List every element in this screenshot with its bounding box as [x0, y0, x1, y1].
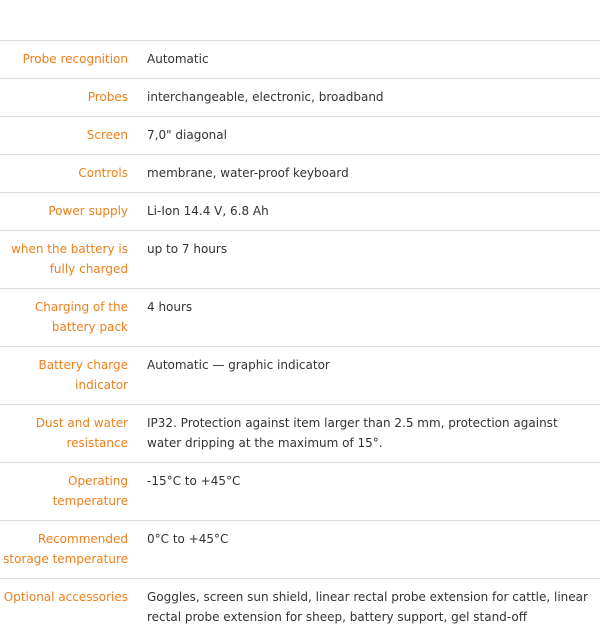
spec-row-probe-recognition	[0, 41, 600, 79]
spec-row-dust-water-resistance	[0, 405, 600, 463]
spec-row-battery-life	[0, 231, 600, 289]
spec-row-charging-time	[0, 289, 600, 347]
spec-value: 4 hours	[128, 289, 600, 347]
spec-row-battery-indicator	[0, 347, 600, 405]
spec-row-probes	[0, 79, 600, 117]
spec-label: Power supply	[0, 193, 128, 231]
spec-label: Probes	[0, 79, 128, 117]
spec-label: Probe recognition	[0, 41, 128, 79]
spec-label: Optional accessories	[0, 579, 128, 636]
spec-row-storage-temperature	[0, 521, 600, 579]
spec-label: Charging of the battery pack	[0, 289, 128, 347]
spec-row-operating-temperature	[0, 463, 600, 521]
spec-row-controls	[0, 155, 600, 193]
spec-value: Automatic — graphic indicator	[128, 347, 600, 405]
spec-row-screen	[0, 117, 600, 155]
spec-label: Operating temperature	[0, 463, 128, 521]
spec-label: when the battery is fully charged	[0, 231, 128, 289]
spec-label: Recommended storage temperature	[0, 521, 128, 579]
spec-label: Dust and water resistance	[0, 405, 128, 463]
spec-value: Li-Ion 14.4 V, 6.8 Ah	[128, 193, 600, 231]
spec-value: -15°C to +45°C	[128, 463, 600, 521]
spec-value: Automatic	[128, 41, 600, 79]
spec-row-power-supply	[0, 193, 600, 231]
spec-value: 0°C to +45°C	[128, 521, 600, 579]
spec-value: 7,0" diagonal	[128, 117, 600, 155]
spec-label: Screen	[0, 117, 128, 155]
spec-label: Battery charge indicator	[0, 347, 128, 405]
spec-value: up to 7 hours	[128, 231, 600, 289]
spec-value: membrane, water-proof keyboard	[128, 155, 600, 193]
spec-value: interchangeable, electronic, broadband	[128, 79, 600, 117]
spec-row-optional-accessories	[0, 579, 600, 636]
spec-value: IP32. Protection against item larger than 2.5 mm, protection against water dripping at the maximum of 15°.	[128, 405, 600, 463]
spec-label: Controls	[0, 155, 128, 193]
spec-value: Goggles, screen sun shield, linear rectal probe extension for cattle, linear rectal probe extension for sheep, battery support, gel stand-off	[128, 579, 600, 636]
specifications-table	[0, 40, 600, 636]
